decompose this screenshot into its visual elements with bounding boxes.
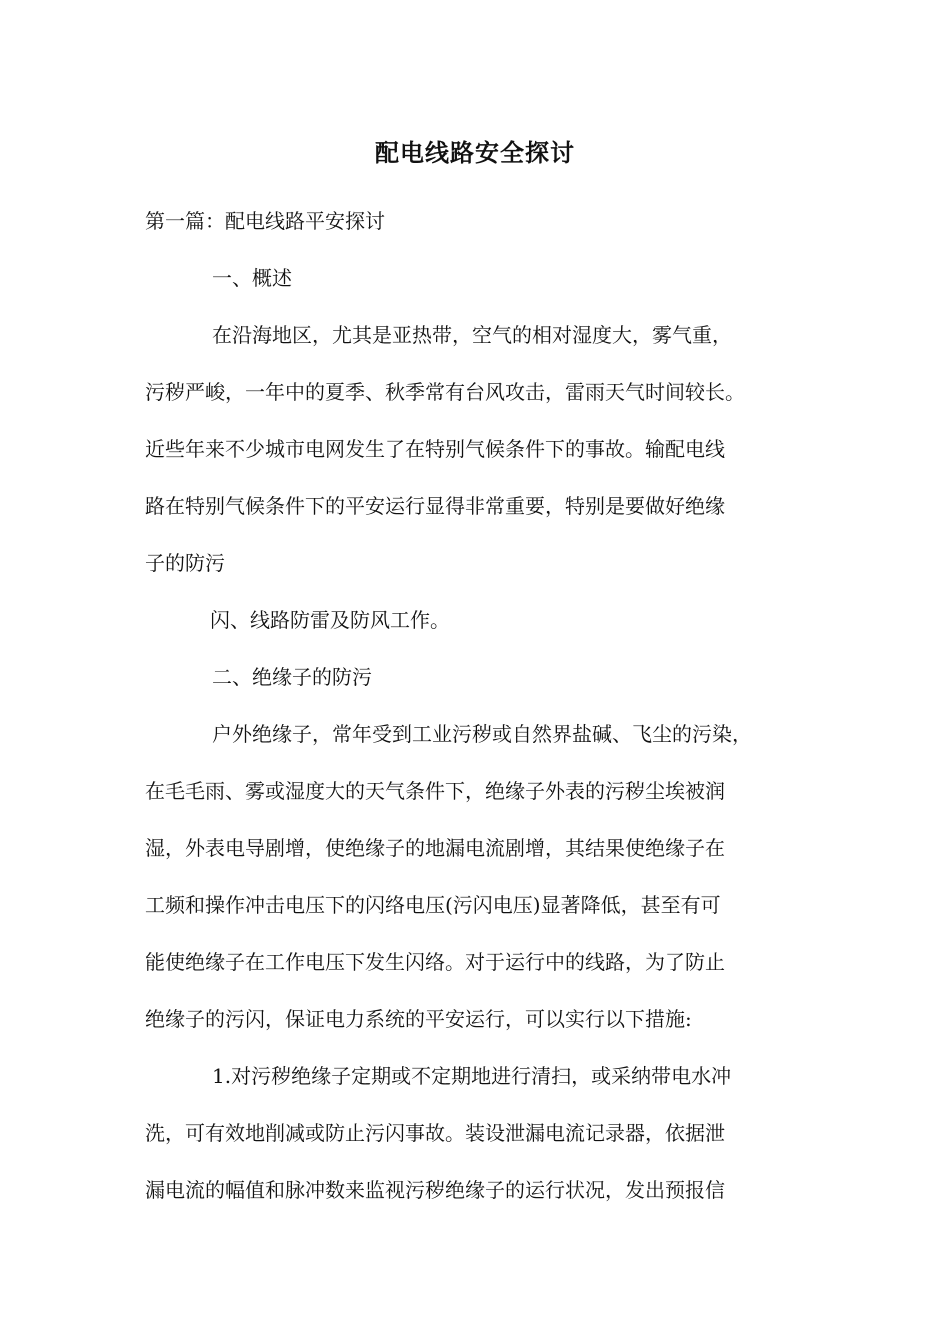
paragraph-line: 在沿海地区，尤其是亚热带，空气的相对湿度大，雾气重， [212, 323, 732, 347]
paragraph-line: 近些年来不少城市电网发生了在特别气候条件下的事故。输配电线 [145, 437, 725, 461]
paragraph-line: 漏电流的幅值和脉冲数来监视污秽绝缘子的运行状况，发出预报信 [145, 1178, 725, 1202]
paragraph-line: 能使绝缘子在工作电压下发生闪络。对于运行中的线路，为了防止 [145, 950, 725, 974]
subsection-heading: 二、绝缘子的防污 [212, 665, 372, 689]
paragraph-line: 污秽严峻，一年中的夏季、秋季常有台风攻击，雷雨天气时间较长。 [145, 380, 745, 404]
paragraph-line: 工频和操作冲击电压下的闪络电压(污闪电压)显著降低，甚至有可 [145, 893, 721, 917]
paragraph-line: 湿，外表电导剧增，使绝缘子的地漏电流剧增，其结果使绝缘子在 [145, 836, 725, 860]
paragraph-line: 洗，可有效地削减或防止污闪事故。装设泄漏电流记录器，依据泄 [145, 1121, 725, 1145]
paragraph-line: 户外绝缘子，常年受到工业污秽或自然界盐碱、飞尘的污染， [212, 722, 752, 746]
paragraph-line: 在毛毛雨、雾或湿度大的天气条件下，绝缘子外表的污秽尘埃被润 [145, 779, 725, 803]
paragraph-line: 路在特别气候条件下的平安运行显得非常重要，特别是要做好绝缘 [145, 494, 725, 518]
paragraph-line: 闪、线路防雷及防风工作。 [210, 608, 450, 632]
subsection-heading: 一、概述 [212, 266, 292, 290]
section-heading: 第一篇：配电线路平安探讨 [145, 209, 385, 233]
paragraph-line: 绝缘子的污闪，保证电力系统的平安运行，可以实行以下措施: [145, 1007, 692, 1031]
paragraph-line: 1.对污秽绝缘子定期或不定期地进行清扫，或采纳带电水冲 [212, 1064, 732, 1088]
document-title: 配电线路安全探讨 [375, 138, 575, 167]
paragraph-line: 子的防污 [145, 551, 225, 575]
